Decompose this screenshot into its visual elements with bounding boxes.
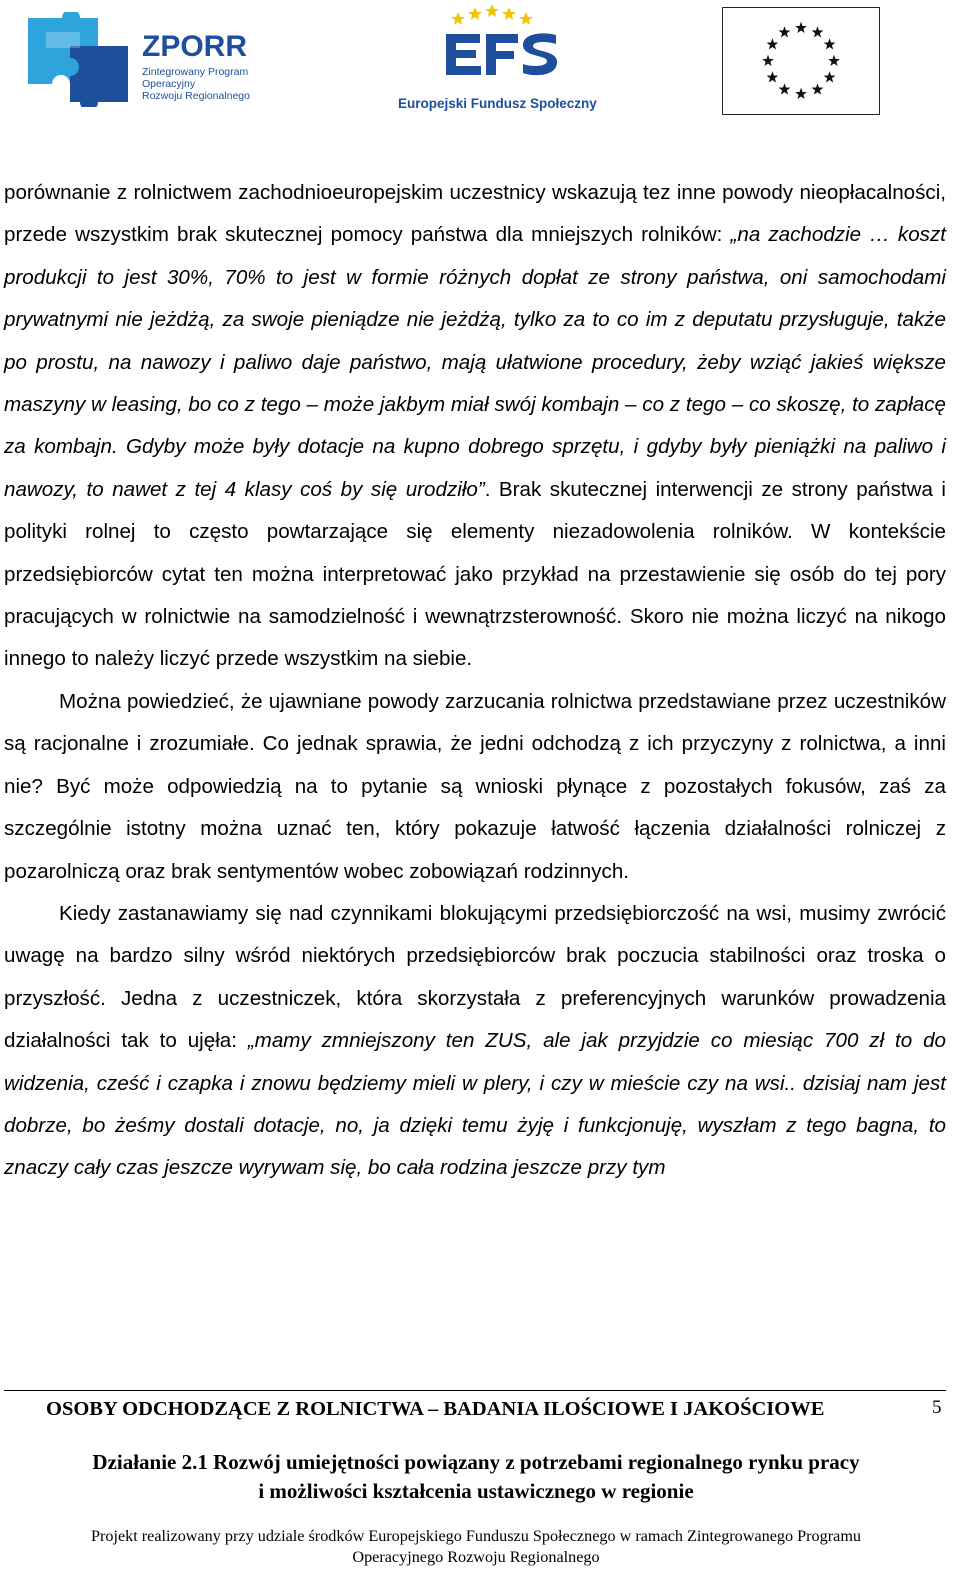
project-line: Projekt realizowany przy udziale środków Europejskiego Funduszu Społecznego w ramach Zintegrowanego Programu [90, 1527, 862, 1545]
action-line: Działanie 2.1 Rozwój umiejętności powiązany z potrzebami regionalnego rynku pracy [92, 1450, 860, 1474]
star-icon [767, 71, 779, 82]
star-icon [824, 71, 836, 82]
body-text: porównanie z rolnictwem zachodnioeuropejskim uczestnicy wskazują tez inne powody nieopłacalności, przede wszystkim brak skutecznej pomocy państwa dla mniejszych rolników: [4, 181, 946, 247]
star-icon [828, 55, 840, 66]
main-text [4, 172, 946, 1190]
paragraph [4, 893, 946, 1190]
eu-flag [722, 7, 880, 115]
star-icon [812, 83, 824, 94]
efs-logo-icon [398, 4, 588, 94]
body-text: Kiedy zastanawiamy się nad czynnikami blokującymi przedsiębiorczość na wsi, musimy zwrócić uwagę na bardzo silny wśród niektórych przedsiębiorców brak poczucia stabilności oraz troska o przyszłość. Jedna z uczestniczek, która skorzystała z preferencyjnych warunków prowadzenia działalności tak to ujęła: [4, 901, 946, 1053]
star-icon [779, 26, 791, 37]
star-icon [795, 22, 807, 33]
page-number: 5 [932, 1397, 942, 1418]
action-line: i możliwości kształcenia ustawicznego w regionie [258, 1479, 694, 1503]
zporr-subtitle: Zintegrowany Program Operacyjny Rozwoju Regionalnego [142, 66, 250, 102]
star-icon [779, 83, 791, 94]
star-icon [767, 38, 779, 49]
zporr-puzzle-logo-icon [24, 12, 136, 107]
body-text: . Brak skutecznej interwencji ze strony państwa i polityki rolnej to często powtarzające się elementy niezadowolenia rolników. W kontekście przedsiębiorców cytat ten można interpretować jako przykład na przestawienie się osób do tej pory pracujących w rolnictwie na samodzielność i wewnątrzsterowność. Skoro nie można liczyć na nikogo innego to należy liczyć przede wszystkim na siebie. [4, 477, 946, 671]
body-text: Można powiedzieć, że ujawniane powody zarzucania rolnictwa przedstawiane przez uczestników są racjonalne i zrozumiałe. Co jednak sprawia, że jedni odchodzą z ich przyczyny z rolnictwa, a inni nie? Być może odpowiedzią na to pytanie są wnioski płynące z pozostałych fokusów, zaś za szczególnie istotny można uznać ten, który pokazuje łatwość łączenia działalności rolniczej z pozarolniczą oraz brak sentymentów wobec zobowiązań rodzinnych. [4, 689, 946, 883]
star-icon [795, 88, 807, 99]
paragraph [4, 681, 946, 893]
eu-flag-icon [723, 8, 879, 114]
page-header [0, 0, 960, 130]
zporr-title: ZPORR [142, 30, 247, 63]
footer-divider [4, 1390, 946, 1391]
paragraph [4, 172, 946, 681]
footer-title: OSOBY ODCHODZĄCE Z ROLNICTWA – BADANIA ILOŚCIOWE I JAKOŚCIOWE [46, 1398, 825, 1420]
efs-logo [398, 4, 597, 119]
project-line: Operacyjnego Rozwoju Regionalnego [352, 1548, 600, 1566]
star-icon [762, 55, 774, 66]
quote-text: „mamy zmniejszony ten ZUS, ale jak przyjdzie co miesiąc 700 zł to do widzenia, cześć i czapka i znowu będziemy mieli w plery, i czy w mieście czy na wsi.. dzisiaj nam jest dobrze, bo żeśmy dostali dotacje, no, ja dzięki temu żyję i funkcjonuję, wyszłam z tego bagna, to znaczy cały czas jeszcze wyrywam się, bo cała rodzina jeszcze przy tym [4, 1029, 946, 1180]
star-icon [812, 26, 824, 37]
zporr-logo [24, 12, 264, 107]
project-note [0, 1526, 952, 1568]
action-title [0, 1448, 952, 1506]
efs-label: Europejski Fundusz Społeczny [398, 96, 597, 111]
star-icon [824, 38, 836, 49]
quote-text: „na zachodzie … koszt produkcji to jest 30%, 70% to jest w formie różnych dopłat ze strony państwa, oni samochodami prywatnymi nie jeżdżą, za swoje pieniądze nie jeżdżą, tylko za to co im z deputatu przysługuje, także po prostu, na nawozy i paliwo daje państwo, mają ułatwione procedury, żeby wziąć jakieś większe maszyny w leasing, bo co z tego – może jakbym miał swój kombajn – co z tego – co skoszę, to zapłacę za kombajn. Gdyby może były dotacje na kupno dobrego sprzętu, i gdyby były pieniążki na paliwo i nawozy, to nawet z tej 4 klasy coś by się urodziło” [4, 223, 946, 501]
